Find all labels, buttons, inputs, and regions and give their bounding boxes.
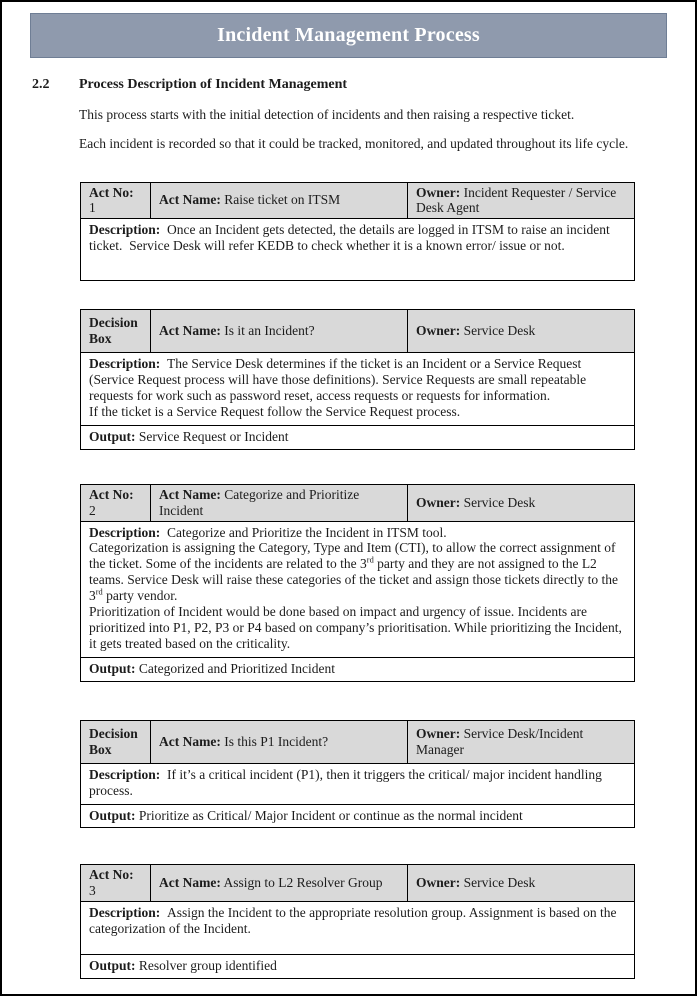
output-label: Output: <box>89 428 136 444</box>
description-text: Once an Incident gets detected, the details are logged in ITSM to raise an incident ticket. Service Desk will refer KEDB to check whether it is a known error/ issue or not. <box>89 222 610 254</box>
owner-cell <box>408 865 635 902</box>
output-label: Output: <box>89 660 136 676</box>
act-name-value: Is this P1 Incident? <box>224 733 329 749</box>
act-no-cell <box>81 865 151 902</box>
act-name-label: Act Name: <box>159 733 221 749</box>
owner-cell <box>408 720 635 763</box>
section-title: Process Description of Incident Management <box>79 77 348 92</box>
owner-value: Incident Requester / Service Desk Agent <box>416 184 617 216</box>
act-no-value: 2 <box>89 502 96 518</box>
description-cell <box>81 763 635 804</box>
act-no-value: 1 <box>89 200 96 216</box>
act-name-cell <box>151 484 408 521</box>
description-label: Description: <box>89 222 161 238</box>
document-title-banner <box>30 13 667 58</box>
output-label: Output: <box>89 958 136 974</box>
owner-cell <box>408 484 635 521</box>
output-value: Categorized and Prioritized Incident <box>138 660 335 676</box>
act-name-label: Act Name: <box>159 323 221 339</box>
process-step-table-1 <box>80 182 635 282</box>
act-name-label: Act Name: <box>159 486 221 502</box>
act-no-value: 3 <box>89 883 96 899</box>
section-number: 2.2 <box>32 77 50 92</box>
intro-paragraph-1: This process starts with the initial detection of incidents and then raising a respective ticket. <box>79 107 575 122</box>
owner-cell <box>408 310 635 353</box>
owner-label: Owner: <box>416 875 461 891</box>
decision-box-label: Decision Box <box>89 725 138 757</box>
output-cell <box>81 955 635 979</box>
act-name-value: Is it an Incident? <box>224 323 315 339</box>
owner-value: Service Desk <box>463 875 536 891</box>
description-cell <box>81 353 635 426</box>
description-text: The Service Desk determines if the ticket is an Incident or a Service Request (Service Request process will have those definitions). Service Requests are small repeatable requests for work such as password reset, access requests or requests for information. If the ticket is a Service Request follow the Service Request process. <box>89 356 587 419</box>
document-title: Incident Management Process <box>217 24 480 46</box>
output-label: Output: <box>89 807 136 823</box>
act-no-cell <box>81 484 151 521</box>
owner-label: Owner: <box>416 494 461 510</box>
description-label: Description: <box>89 524 161 540</box>
decision-box-cell <box>81 720 151 763</box>
act-no-label: Act No: <box>89 486 134 502</box>
description-cell <box>81 219 635 281</box>
act-name-cell <box>151 865 408 902</box>
description-label: Description: <box>89 356 161 372</box>
output-value: Service Request or Incident <box>138 428 289 444</box>
description-cell <box>81 902 635 955</box>
process-step-table-3 <box>80 484 635 682</box>
act-name-cell <box>151 182 408 219</box>
output-cell <box>81 804 635 828</box>
act-no-label: Act No: <box>89 184 134 200</box>
act-name-cell <box>151 720 408 763</box>
output-cell <box>81 425 635 449</box>
output-cell <box>81 657 635 681</box>
owner-label: Owner: <box>416 323 461 339</box>
description-cell <box>81 521 635 657</box>
owner-value: Service Desk <box>463 323 536 339</box>
owner-cell <box>408 182 635 219</box>
act-no-label: Act No: <box>89 867 134 883</box>
description-text: Categorize and Prioritize the Incident in ITSM tool. Categorization is assigning the Category, Type and Item (CTI), to allow the correct assignment of the ticket. Some of the incidents are related to the 3rd party and they are not assigned to the L2 teams. Service Desk will raise these categories of the ticket and assign those tickets directly to the 3rd party vendor. Prioritization of Incident would be done based on impact and urgency of issue. Incidents are prioritized into P1, P2, P3 or P4 based on company’s prioritisation. While prioritizing the Incident, it gets treated based on the criticality. <box>89 524 622 651</box>
description-text: If it’s a critical incident (P1), then it triggers the critical/ major incident handling process. <box>89 766 602 798</box>
process-step-table-2 <box>80 309 635 449</box>
act-name-value: Assign to L2 Resolver Group <box>223 875 383 891</box>
act-no-cell <box>81 182 151 219</box>
act-name-value: Categorize and Prioritize Incident <box>159 486 360 518</box>
process-step-table-4 <box>80 720 635 829</box>
owner-label: Owner: <box>416 725 461 741</box>
act-name-label: Act Name: <box>159 875 221 891</box>
act-name-value: Raise ticket on ITSM <box>224 192 341 208</box>
section-heading <box>32 77 665 93</box>
description-text: Assign the Incident to the appropriate resolution group. Assignment is based on the categorization of the Incident. <box>89 905 617 937</box>
decision-box-cell <box>81 310 151 353</box>
intro-paragraph-2: Each incident is recorded so that it could be tracked, monitored, and updated throughout its life cycle. <box>79 136 629 152</box>
act-name-cell <box>151 310 408 353</box>
owner-value: Service Desk/Incident Manager <box>416 725 584 757</box>
description-label: Description: <box>89 905 161 921</box>
output-value: Prioritize as Critical/ Major Incident or continue as the normal incident <box>138 807 523 823</box>
decision-box-label: Decision Box <box>89 315 138 347</box>
owner-value: Service Desk <box>463 494 536 510</box>
owner-label: Owner: <box>416 184 461 200</box>
act-name-label: Act Name: <box>159 192 221 208</box>
output-value: Resolver group identified <box>138 958 277 974</box>
description-label: Description: <box>89 766 161 782</box>
process-step-table-5 <box>80 864 635 979</box>
